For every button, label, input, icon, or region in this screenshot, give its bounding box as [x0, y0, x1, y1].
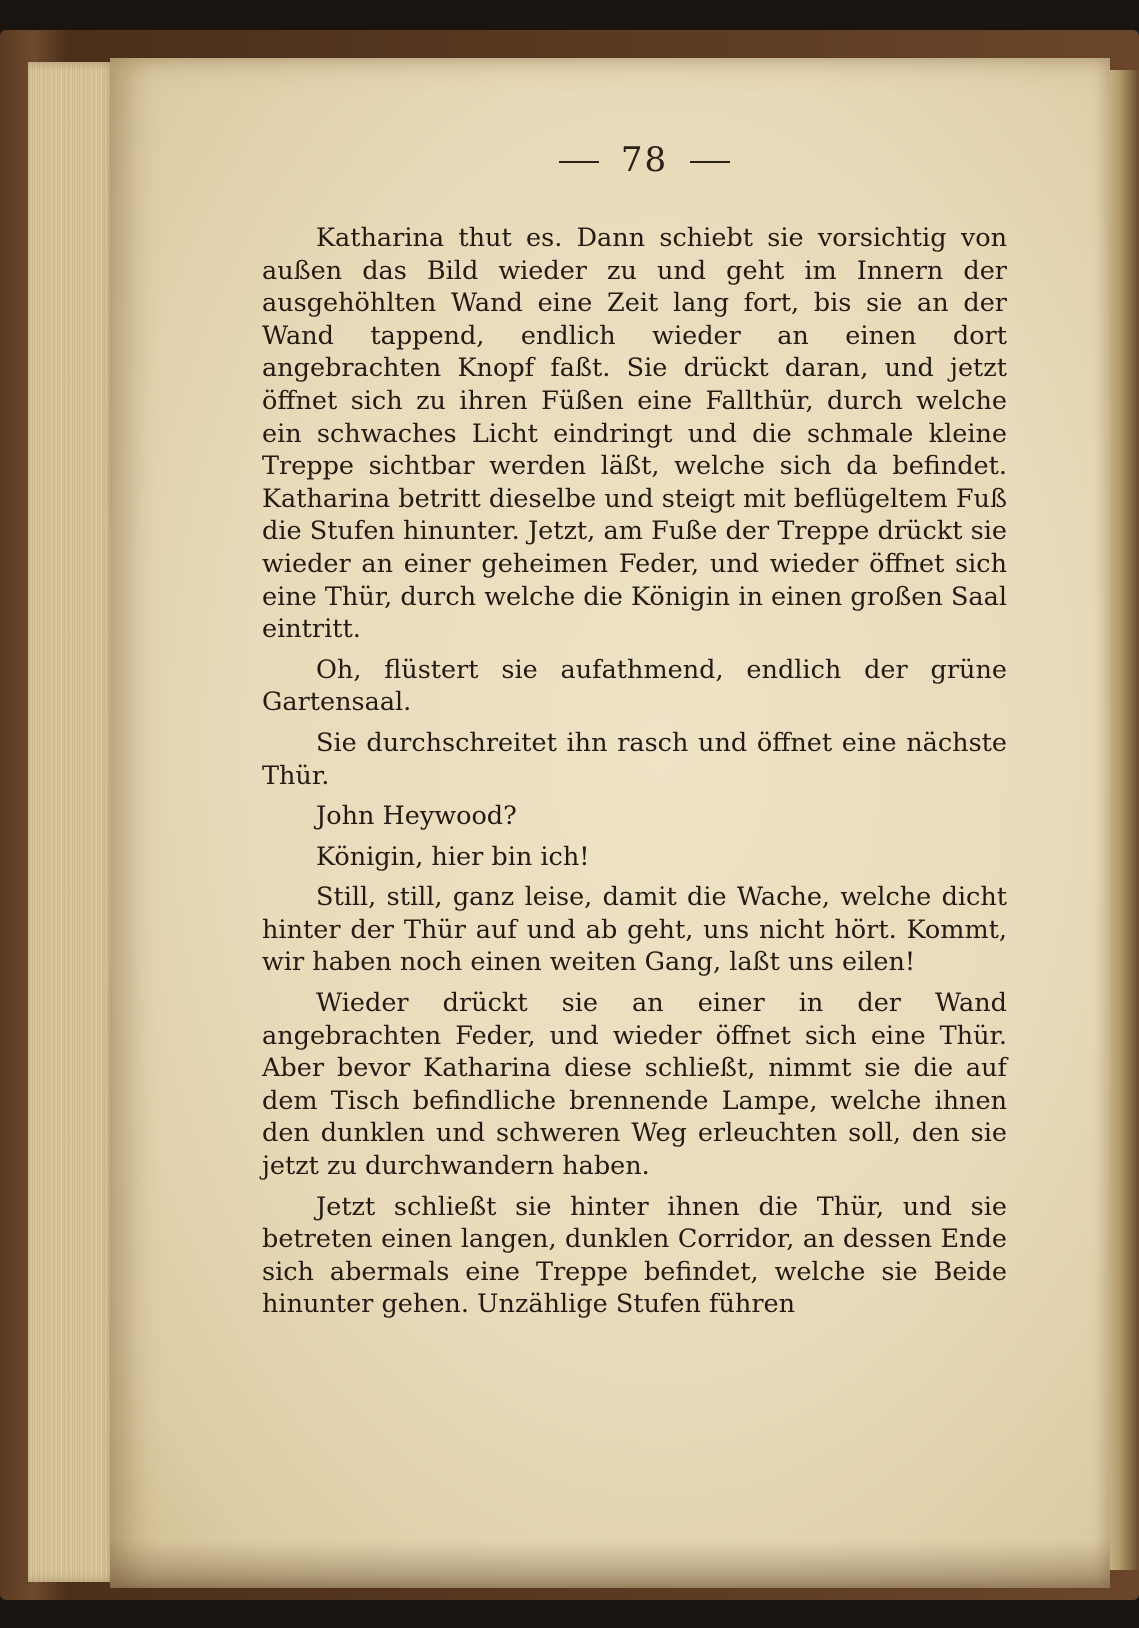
page-edges-left: [28, 62, 118, 1582]
paragraph-8: Jetzt schließt sie hinter ihnen die Thür, und sie betreten einen langen, dunklen Corridor, an dessen Ende sich abermals eine Treppe befindet, welche sie Beide hinunter gehen. Unzählige Stufen führen: [262, 1191, 1007, 1320]
paragraph-3: Sie durchschreitet ihn rasch und öffnet eine nächste Thür.: [262, 727, 1007, 791]
body-text: [262, 222, 1007, 1329]
page-bottom-shadow: [110, 1540, 1110, 1588]
paragraph-5: Königin, hier bin ich!: [316, 841, 590, 872]
paragraph-4: John Heywood?: [316, 801, 517, 832]
paragraph-1: Katharina thut es. Dann schiebt sie vorsichtig von außen das Bild wieder zu und geht im Innern der ausgehöhlten Wand eine Zeit lang fort, bis sie an der Wand tappend, endlich wieder an einen dort angebrachten Knopf faßt. Sie drückt daran, und jetzt öffnet sich zu ihren Füßen eine Fallthür, durch welche ein schwaches Licht eindringt und die schmale kleine Treppe sichtbar werden läßt, welche sich da befindet. Katharina betritt dieselbe und steigt mit beflügeltem Fuß die Stufen hinunter. Jetzt, am Fuße der Treppe drückt sie wieder an einer geheimen Feder, und wieder öffnet sich eine Thür, durch welche die Königin in einen großen Saal eintritt.: [262, 223, 1007, 645]
paragraph-7: Wieder drückt sie an einer in der Wand angebrachten Feder, und wieder öffnet sich eine Thür. Aber bevor Katharina diese schließt, nimmt sie die auf dem Tisch befindliche brennende Lampe, welche ihnen den dunklen und schweren Weg erleuchten soll, den sie jetzt zu durchwandern haben.: [262, 988, 1007, 1182]
dash-left: [559, 161, 599, 163]
page-edges-right: [1105, 70, 1139, 1570]
page-number: [0, 140, 1139, 180]
paragraph-2: Oh, flüstert sie aufathmend, endlich der grüne Gartensaal.: [262, 654, 1007, 718]
dash-right: [690, 161, 730, 163]
paragraph-6: Still, still, ganz leise, damit die Wache, welche dicht hinter der Thür auf und ab geht, uns nicht hört. Kommt, wir haben noch einen weiten Gang, laßt uns eilen!: [262, 882, 1007, 978]
page-number-value: 78: [620, 140, 669, 180]
